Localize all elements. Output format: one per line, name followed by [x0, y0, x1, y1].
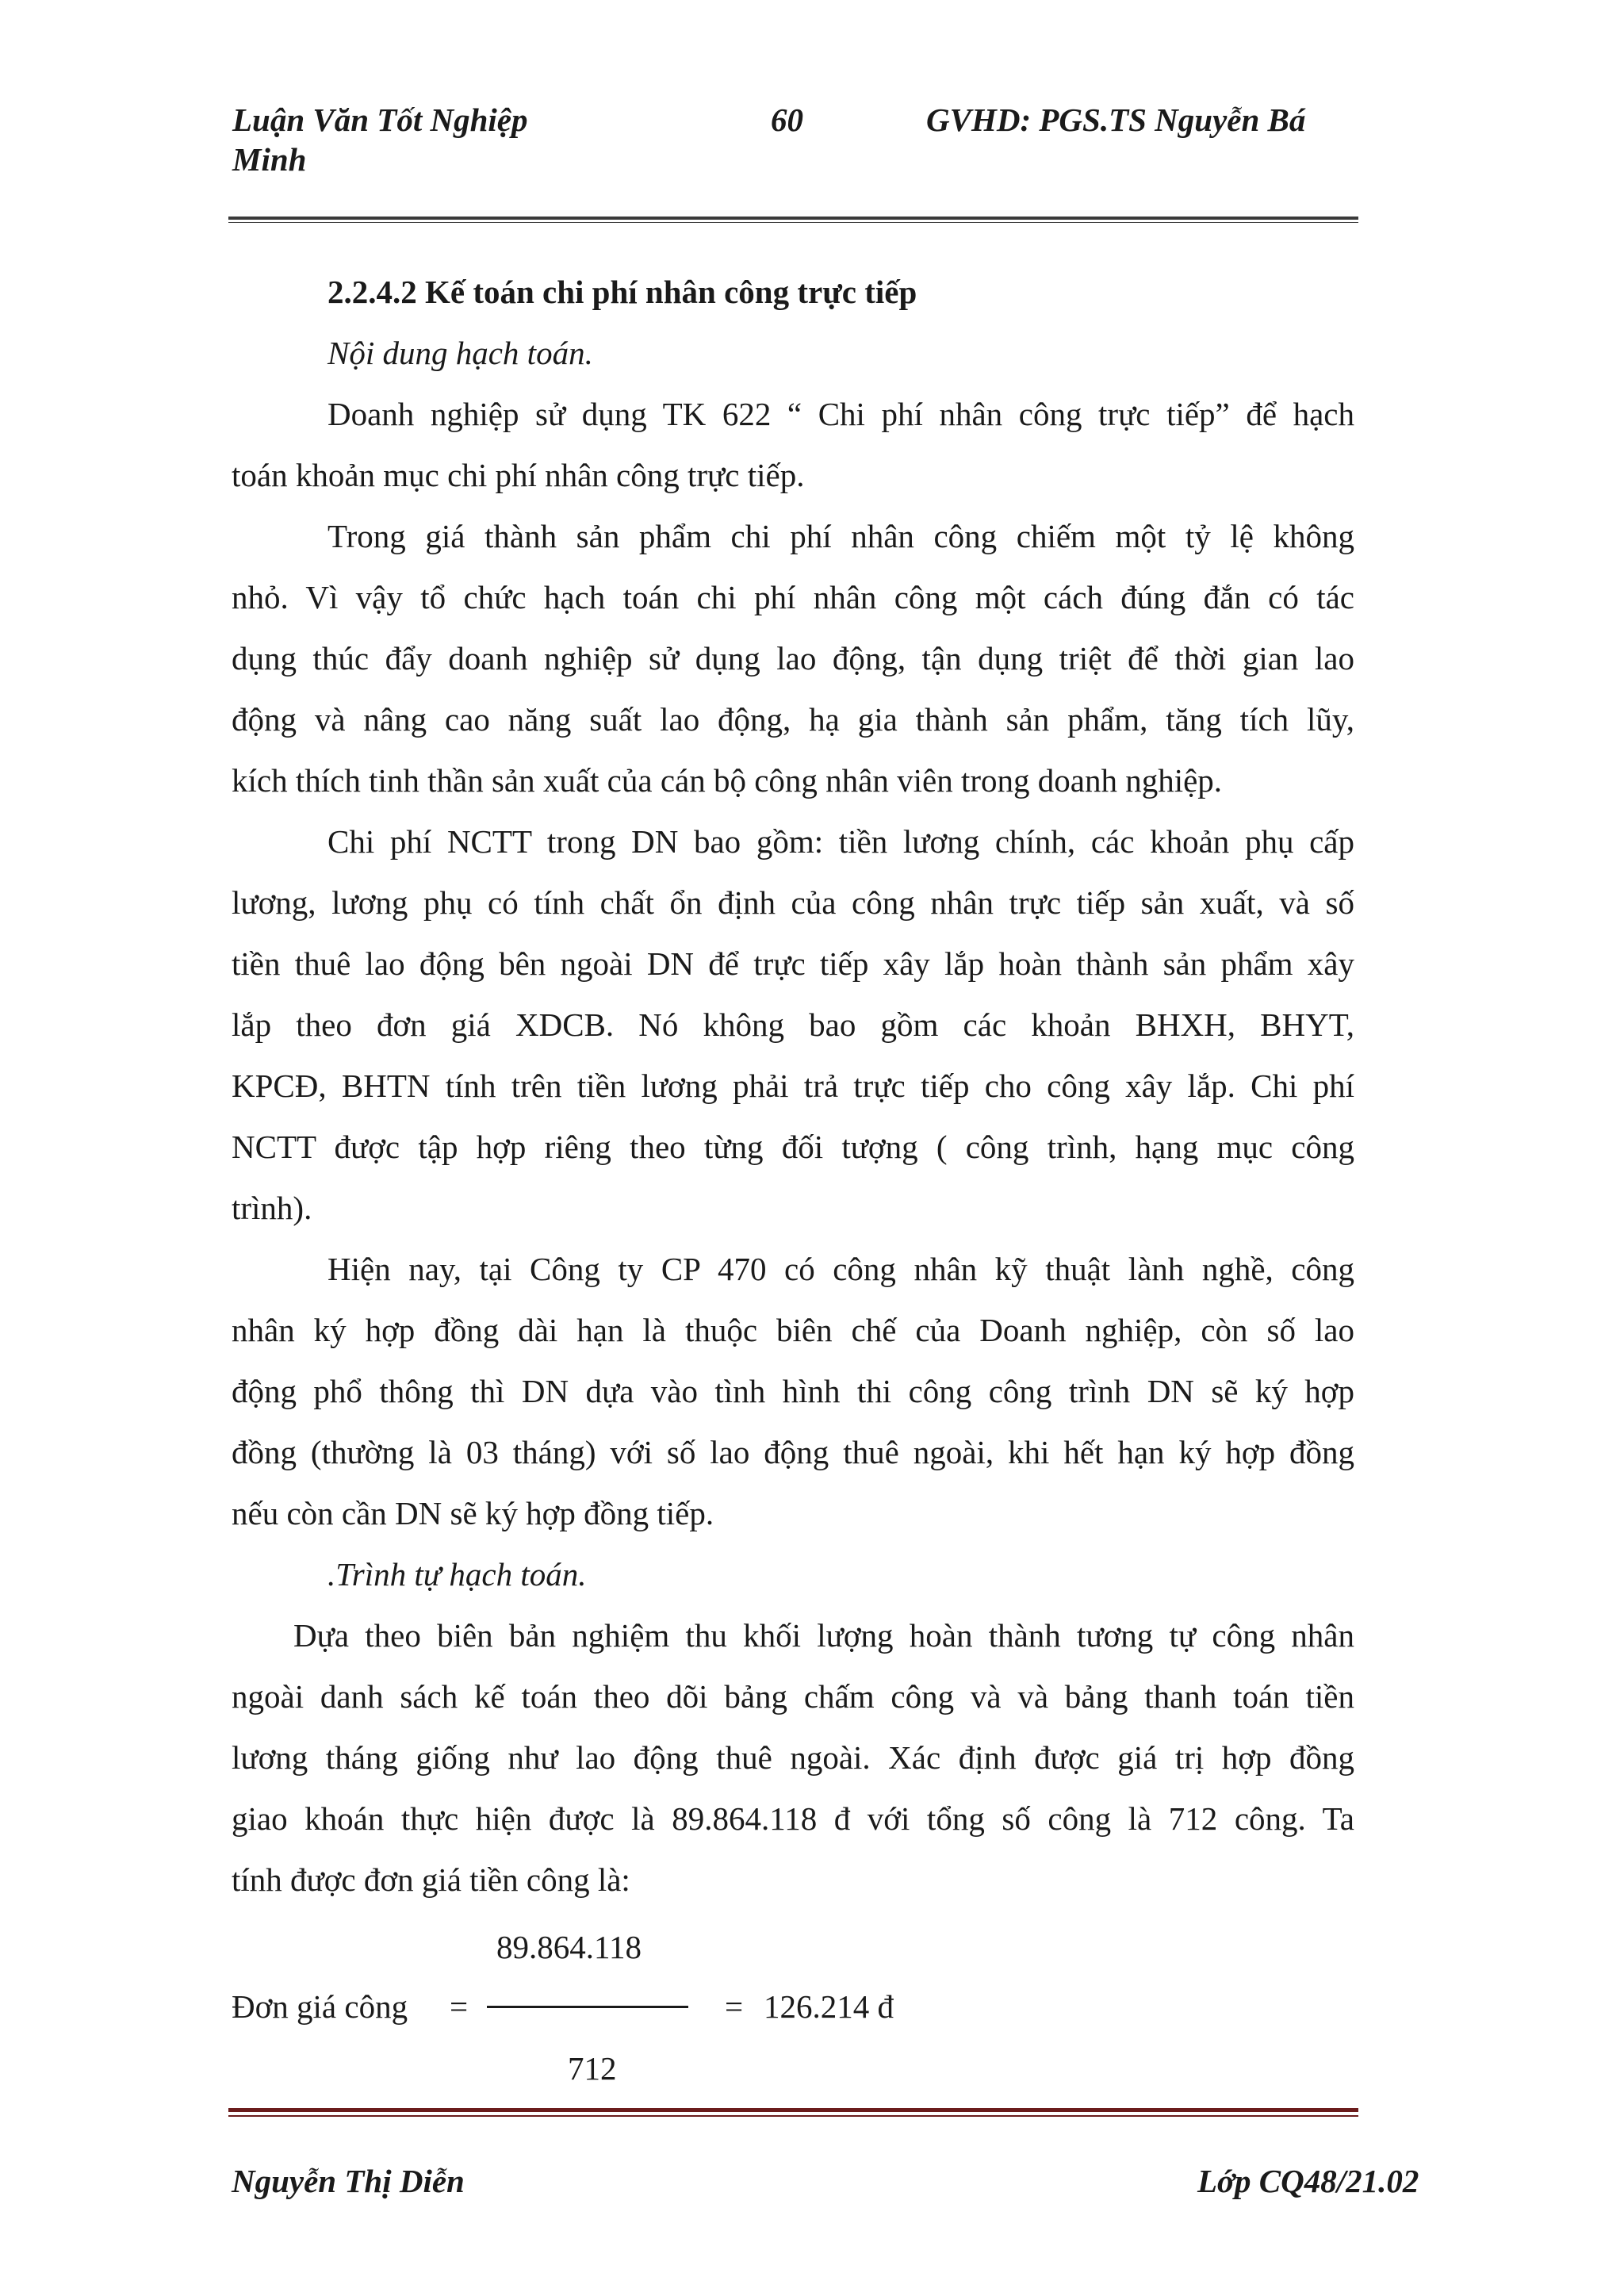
text-line: toán khoản mục chi phí nhân công trực tiếp. [232, 457, 805, 493]
formula-equals-2: = [725, 1988, 744, 2025]
formula-label: Đơn giá công [232, 1988, 408, 2025]
text-line: Dựa theo biên bản nghiệm thu khối lượng hoàn thành tương tự công nhân [293, 1617, 1354, 1654]
formula-result: 126.214 đ [764, 1988, 894, 2025]
text-line: tiền thuê lao động bên ngoài DN để trực tiếp xây lắp hoàn thành sản phẩm xây [232, 945, 1354, 982]
header-right: GVHD: PGS.TS Nguyễn Bá [926, 102, 1306, 138]
text-line: đồng (thường là 03 tháng) với số lao động thuê ngoài, khi hết hạn ký hợp đồng [232, 1434, 1354, 1470]
formula-equals-1: = [450, 1988, 469, 2025]
footer-rule-thick [228, 2108, 1358, 2112]
formula-numerator: 89.864.118 [496, 1929, 642, 1965]
text-line: giao khoán thực hiện được là 89.864.118 đ với tổng số công là 712 công. Ta [232, 1800, 1354, 1837]
formula-denominator: 712 [568, 2050, 617, 2087]
text-line: Doanh nghiệp sử dụng TK 622 “ Chi phí nhân công trực tiếp” để hạch [327, 396, 1354, 432]
text-line: dụng thúc đẩy doanh nghiệp sử dụng lao động, tận dụng triệt để thời gian lao [232, 640, 1354, 677]
text-line: nếu còn cần DN sẽ ký hợp đồng tiếp. [232, 1495, 714, 1531]
header-left: Luận Văn Tốt Nghiệp [232, 102, 528, 138]
text-line: động và nâng cao năng suất lao động, hạ gia thành sản phẩm, tăng tích lũy, [232, 701, 1354, 738]
text-line: nhân ký hợp đồng dài hạn là thuộc biên chế của Doanh nghiệp, còn số lao [232, 1312, 1354, 1348]
text-line: Chi phí NCTT trong DN bao gồm: tiền lương chính, các khoản phụ cấp [327, 823, 1354, 860]
header-rule-thick [228, 217, 1358, 220]
text-line: nhỏ. Vì vậy tổ chức hạch toán chi phí nhân công một cách đúng đắn có tác [232, 579, 1354, 615]
footer-author: Nguyễn Thị Diễn [232, 2163, 465, 2199]
subheading-content: Nội dung hạch toán. [327, 335, 593, 371]
text-line: ngoài danh sách kế toán theo dõi bảng chấm công và và bảng thanh toán tiền [232, 1678, 1354, 1715]
fraction-bar [487, 2006, 688, 2008]
text-line: động phổ thông thì DN dựa vào tình hình thi công công trình DN sẽ ký hợp [232, 1373, 1354, 1409]
header-rule-thin [228, 222, 1358, 223]
text-line: NCTT được tập hợp riêng theo từng đối tượng ( công trình, hạng mục công [232, 1129, 1354, 1165]
text-line: Trong giá thành sản phẩm chi phí nhân công chiếm một tỷ lệ không [327, 518, 1354, 554]
footer-class: Lớp CQ48/21.02 [1197, 2163, 1419, 2199]
text-line: lắp theo đơn giá XDCB. Nó không bao gồm các khoản BHXH, BHYT, [232, 1006, 1354, 1043]
subheading-procedure: .Trình tự hạch toán. [327, 1556, 587, 1593]
text-line: tính được đơn giá tiền công là: [232, 1861, 630, 1898]
text-line: KPCĐ, BHTN tính trên tiền lương phải trả trực tiếp cho công xây lắp. Chi phí [232, 1068, 1354, 1104]
section-heading: 2.2.4.2 Kế toán chi phí nhân công trực tiếp [327, 274, 917, 310]
text-line: Hiện nay, tại Công ty CP 470 có công nhân kỹ thuật lành nghề, công [327, 1251, 1354, 1287]
header-wrap: Minh [232, 141, 307, 178]
text-line: kích thích tinh thần sản xuất của cán bộ công nhân viên trong doanh nghiệp. [232, 762, 1223, 799]
page-number: 60 [771, 102, 803, 138]
text-line: lương, lương phụ có tính chất ổn định của công nhân trực tiếp sản xuất, và số [232, 884, 1354, 921]
text-line: lương tháng giống như lao động thuê ngoài. Xác định được giá trị hợp đồng [232, 1739, 1354, 1776]
footer-rule-thin [228, 2115, 1358, 2117]
text-line: trình). [232, 1190, 312, 1226]
